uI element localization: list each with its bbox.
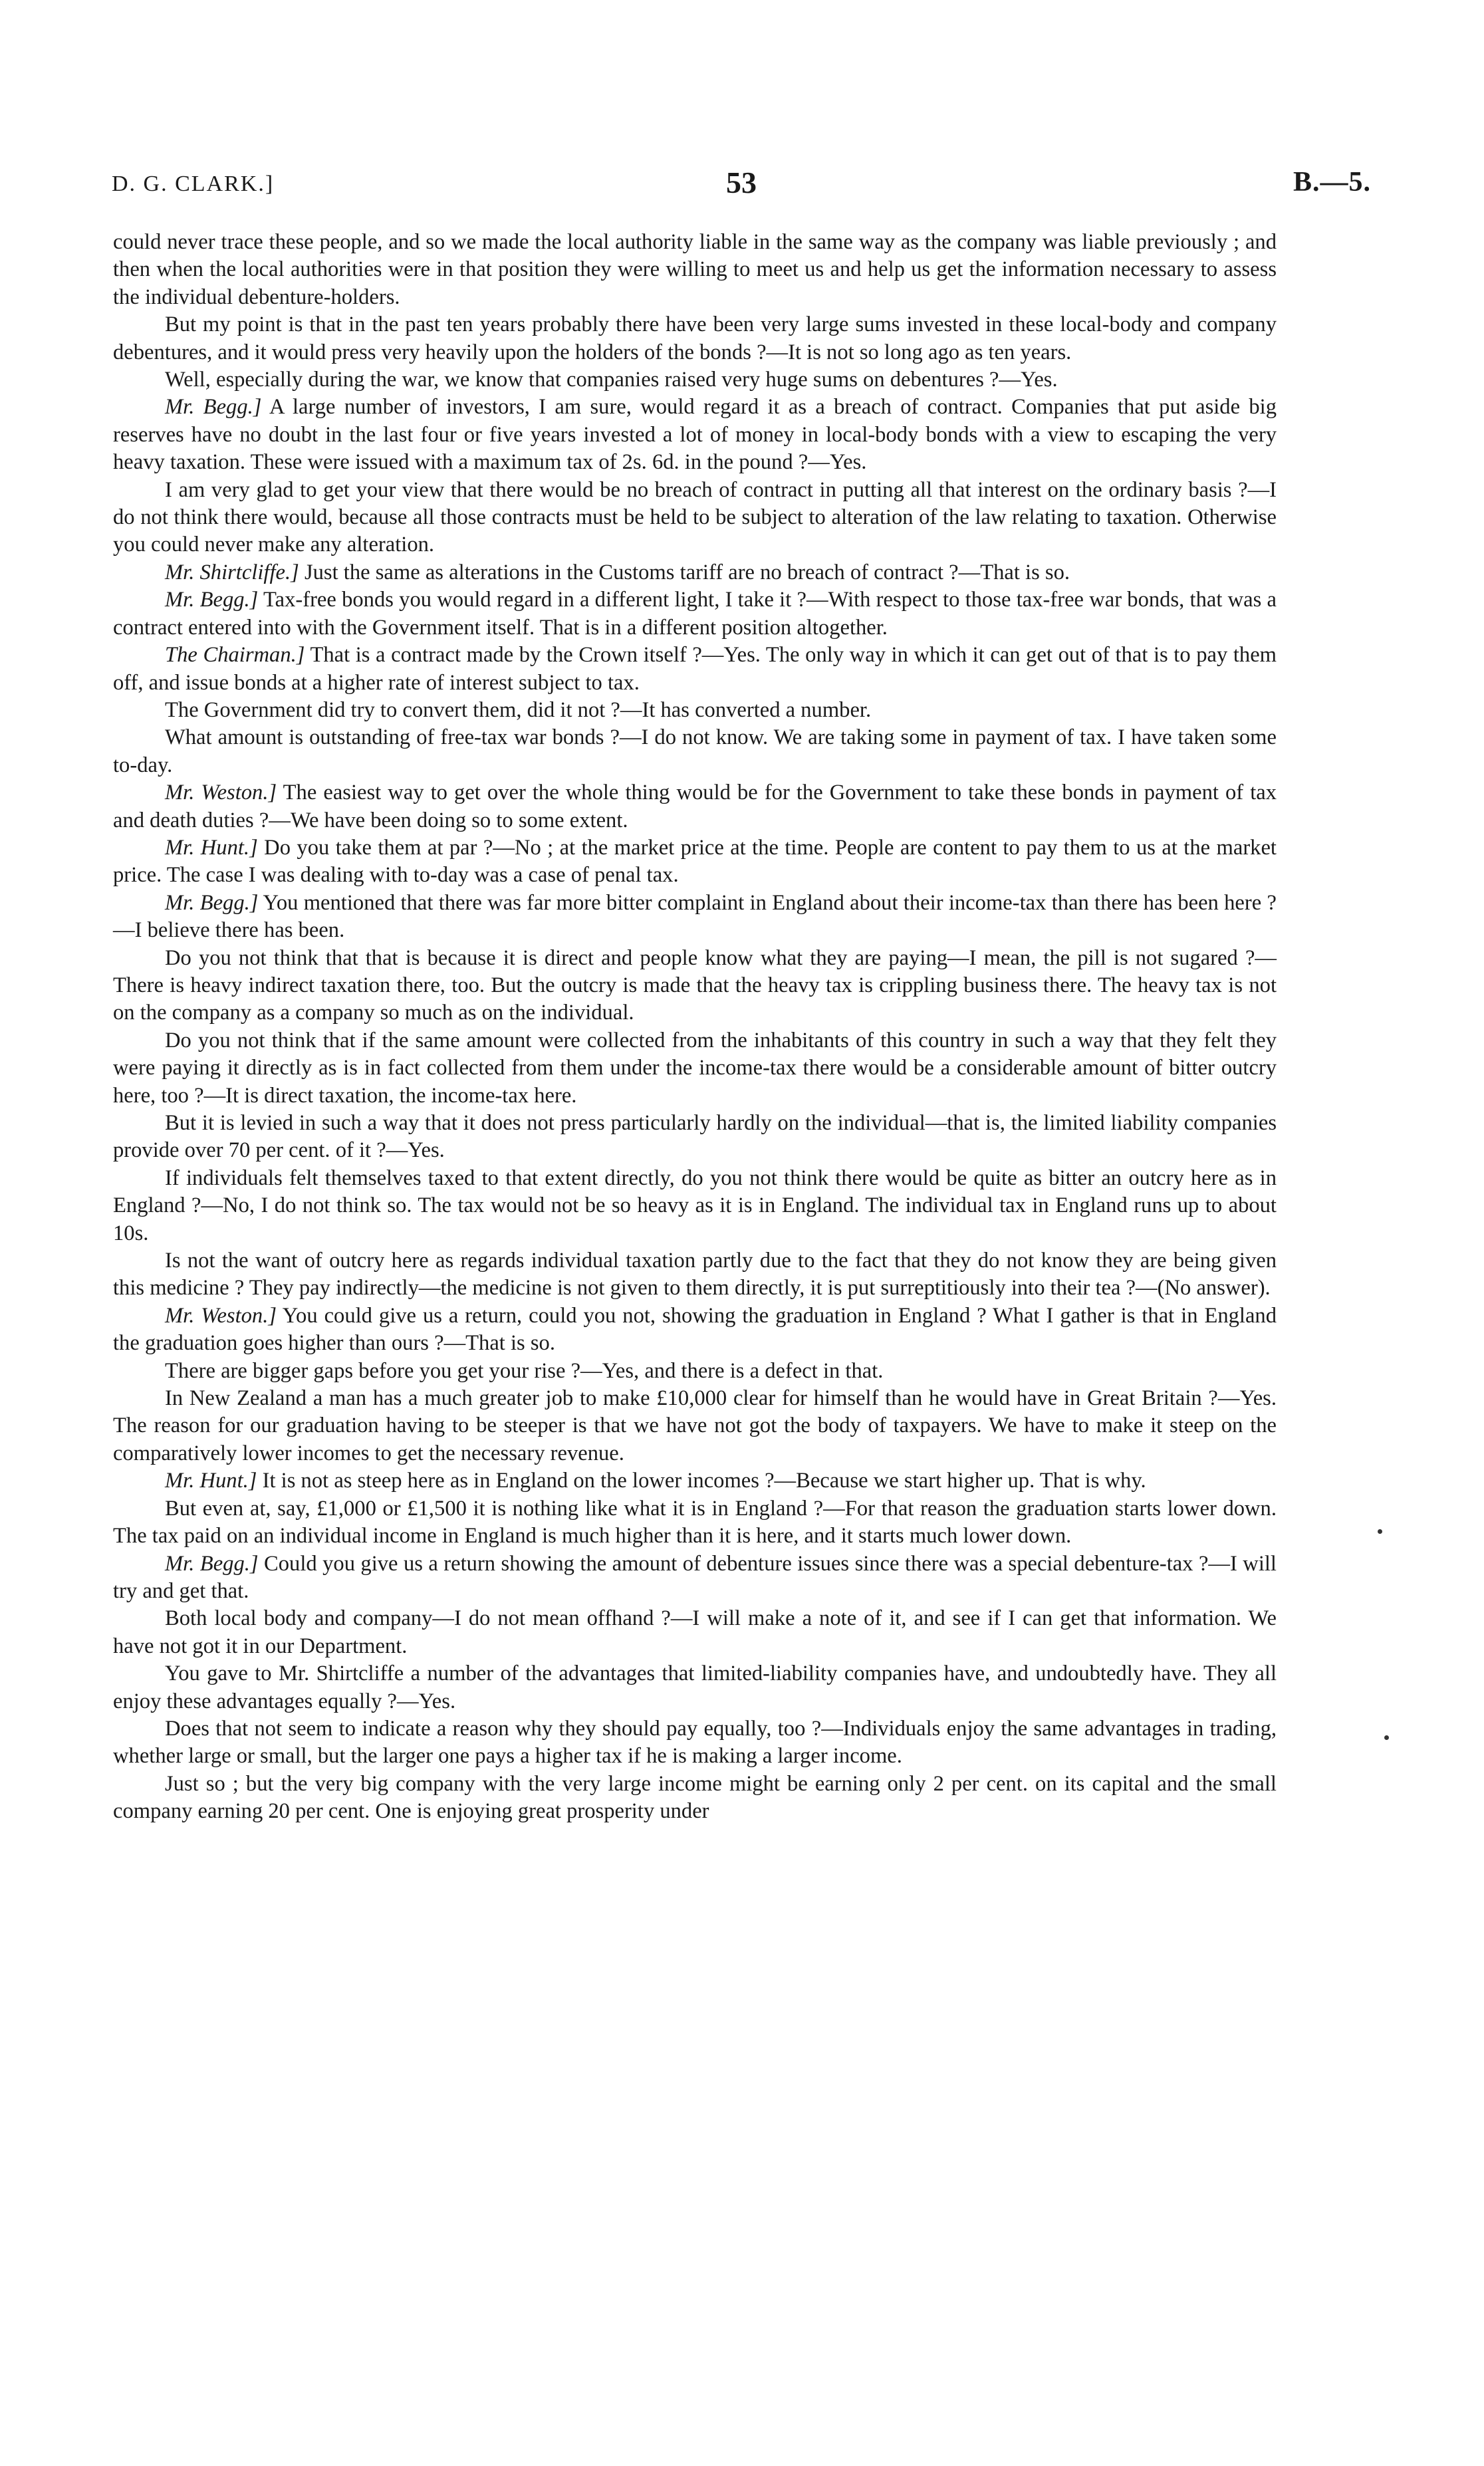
paragraph-text: What amount is outstanding of free-tax war bonds ?—I do not know. We are taking some in payment of tax. I have taken some to-day. (113, 725, 1277, 777)
paragraph-text: It is not as steep here as in England on the lower incomes ?—Because we start higher up. That is why. (257, 1469, 1146, 1493)
paragraph (113, 1385, 1277, 1467)
paragraph (113, 642, 1277, 697)
paragraph-text: Just the same as alterations in the Customs tariff are no breach of contract ?—That is so. (299, 560, 1070, 584)
paragraph (113, 724, 1277, 779)
paragraph-text: Both local body and company—I do not mean offhand ?—I will make a note of it, and see if I can get that information. We have not got it in our Department. (113, 1606, 1277, 1658)
paragraph (113, 1605, 1277, 1660)
paragraph-text: could never trace these people, and so we made the local authority liable in the same way as the company was liable previously ; and then when the local authorities were in that position they were willing to meet us and help us get the information necessary to assess the individual debenture-holders. (113, 230, 1277, 309)
paragraph (113, 229, 1277, 311)
paragraph (113, 1247, 1277, 1302)
paragraph (113, 1660, 1277, 1715)
paragraph (113, 697, 1277, 724)
paragraph (113, 779, 1277, 834)
paragraph (113, 890, 1277, 945)
speaker-name: Mr. Weston.] (165, 1303, 277, 1328)
paragraph-text: But my point is that in the past ten years probably there have been very large sums invested in these local-body and company debentures, and it would press very heavily upon the holders of the bonds ?—It is not so long ago as ten years. (113, 312, 1277, 364)
paragraph-text: Could you give us a return showing the amount of debenture issues since there was a special debenture-tax ?—I will try and get that. (113, 1551, 1277, 1603)
paragraph (113, 477, 1277, 559)
paragraph-text: You mentioned that there was far more bitter complaint in England about their income-tax than there has been here ?—I believe there has been. (113, 890, 1277, 943)
paragraph-text: But it is levied in such a way that it does not press particularly hardly on the individual—that is, the limited liability companies provide over 70 per cent. of it ?—Yes. (113, 1111, 1277, 1163)
paragraph (113, 1467, 1277, 1495)
speaker-name: Mr. Hunt.] (165, 1469, 257, 1493)
paragraph-text: The Government did try to convert them, did it not ?—It has converted a number. (165, 697, 872, 722)
paragraph-text: Do you not think that that is because it is direct and people know what they are paying—I mean, the pill is not sugared ?—There is heavy indirect taxation there, too. But the outcry is made that the heavy tax is crippling business there. The heavy tax is not on the company as a company so much as on the individual. (113, 945, 1277, 1025)
paragraph (113, 1110, 1277, 1165)
paragraph (113, 945, 1277, 1027)
paragraph-text: If individuals felt themselves taxed to that extent directly, do you not think there would be quite as bitter an outcry here as in England ?—No, I do not think so. The tax would not be so heavy as it is in England. The individual tax in England runs up to about 10s. (113, 1166, 1277, 1245)
page-header (112, 165, 1371, 211)
paragraph-text: There are bigger gaps before you get your rise ?—Yes, and there is a defect in that. (165, 1358, 884, 1383)
speaker-name: Mr. Shirtcliffe.] (165, 560, 299, 584)
paragraph (113, 1715, 1277, 1771)
paragraph-text: I am very glad to get your view that there would be no breach of contract in putting all that interest on the ordinary basis ?—I do not think there would, because all those contracts must be held to be subject to alteration of the law relating to taxation. Otherwise you could never make any alteration. (113, 477, 1277, 557)
paragraph (113, 1550, 1277, 1606)
speaker-name: Mr. Begg.] (165, 890, 259, 915)
paragraph (113, 1027, 1277, 1110)
page-body (113, 229, 1277, 1826)
paragraph-text: Tax-free bonds you would regard in a different light, I take it ?—With respect to those tax-free war bonds, that was a contract entered into with the Government itself. That is in a different position altogether. (113, 588, 1277, 640)
margin-speck (1378, 1529, 1382, 1534)
paragraph (113, 366, 1277, 394)
paragraph-text: Do you take them at par ?—No ; at the market price at the time. People are content to pay them to us at the market price. The case I was dealing with to-day was a case of penal tax. (113, 835, 1277, 888)
paragraph-text: Just so ; but the very big company with the very large income might be earning only 2 per cent. on its capital and the small company earning 20 per cent. One is enjoying great prosperity under (113, 1771, 1277, 1824)
speaker-name: Mr. Hunt.] (165, 835, 258, 860)
paragraph-text: But even at, say, £1,000 or £1,500 it is nothing like what it is in England ?—For that reason the graduation starts lower down. The tax paid on an individual income in England is much higher than it is here, and it starts much lower down. (113, 1496, 1277, 1548)
paragraph-text: The easiest way to get over the whole thing would be for the Government to take these bonds in payment of tax and death duties ?—We have been doing so to some extent. (113, 781, 1277, 832)
paragraph-text: Is not the want of outcry here as regards individual taxation partly due to the fact that they do not know they are being given this medicine ? They pay indirectly—the medicine is not given to them directly, it is put surreptitiously into their tea ?—(No answer). (113, 1249, 1277, 1300)
paragraph-text: You could give us a return, could you not, showing the graduation in England ? What I gather is that in England the graduation goes higher than ours ?—That is so. (113, 1303, 1277, 1356)
paragraph-text: Well, especially during the war, we know that companies raised very huge sums on debentures ?—Yes. (165, 368, 1058, 392)
page-number: 53 (726, 166, 757, 199)
paragraph-text: That is a contract made by the Crown itself ?—Yes. The only way in which it can get out of that is to pay them off, and issue bonds at a higher rate of interest subject to tax. (113, 643, 1277, 695)
paragraph (113, 1358, 1277, 1385)
speaker-name: Mr. Begg.] (165, 588, 259, 612)
paragraph (113, 394, 1277, 476)
header-witness-name: D. G. CLARK.] (112, 172, 275, 196)
paragraph-text: A large number of investors, I am sure, would regard it as a breach of contract. Companies that put aside big reserves have no doubt in the last four or five years invested a lot of money in local-body bonds with a view to escaping the very heavy taxation. These were issued with a maximum tax of 2s. 6d. in the pound ?—Yes. (113, 395, 1277, 475)
paragraph (113, 586, 1277, 642)
document-reference: B.—5. (1293, 167, 1371, 197)
speaker-name: Mr. Weston.] (165, 781, 277, 805)
paragraph-text: Do you not think that if the same amount were collected from the inhabitants of this country in such a way that they felt they were paying it directly as is in fact collected from them under the income-tax there would be a considerable amount of bitter outcry here, too ?—It is direct taxation, the income-tax here. (113, 1028, 1277, 1108)
speaker-name: Mr. Begg.] (165, 1551, 259, 1576)
paragraph-text: You gave to Mr. Shirtcliffe a number of the advantages that limited-liability companies have, and undoubtedly have. They all enjoy these advantages equally ?—Yes. (113, 1662, 1277, 1713)
paragraph (113, 311, 1277, 366)
paragraph (113, 1495, 1277, 1550)
speaker-name: The Chairman.] (165, 643, 305, 668)
paragraph (113, 1302, 1277, 1358)
speaker-name: Mr. Begg.] (165, 395, 262, 420)
margin-speck (1384, 1735, 1389, 1740)
paragraph (113, 1771, 1277, 1826)
paragraph (113, 1165, 1277, 1247)
paragraph-text: Does that not seem to indicate a reason why they should pay equally, too ?—Individuals enjoy the same advantages in trading, whether large or small, but the larger one pays a higher tax if he is making a larger income. (113, 1716, 1277, 1769)
paragraph-text: In New Zealand a man has a much greater job to make £10,000 clear for himself than he would have in Great Britain ?—Yes. The reason for our graduation having to be steeper is that we have not got the body of taxpayers. We have to make it steep on the comparatively lower incomes to get the necessary revenue. (113, 1386, 1277, 1465)
paragraph (113, 559, 1277, 586)
paragraph (113, 834, 1277, 890)
